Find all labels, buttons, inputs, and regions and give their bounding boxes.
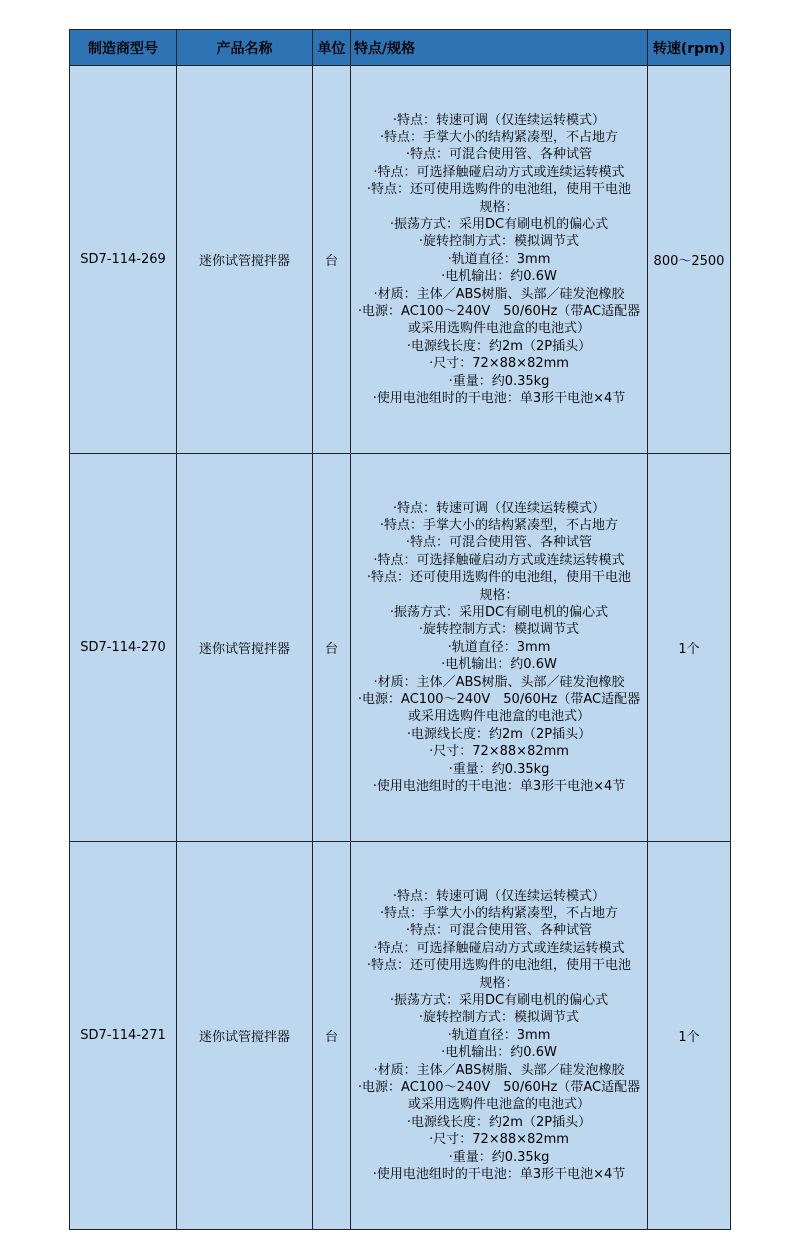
spec-line: ·材质：主体／ABS树脂、头部／硅发泡橡胶 bbox=[373, 1062, 625, 1078]
spec-line: ·尺寸：72×88×82mm bbox=[429, 1132, 569, 1148]
spec-line: 规格： bbox=[479, 587, 519, 603]
cell-unit: 台 bbox=[313, 66, 351, 454]
spec-line: ·特点：手掌大小的结构紧凑型，不占地方 bbox=[379, 129, 619, 145]
cell-spec bbox=[351, 66, 648, 454]
product-spec-table bbox=[69, 29, 731, 1230]
spec-line: ·轨道直径：3mm bbox=[447, 639, 551, 655]
cell-name: 迷你试管搅拌器 bbox=[177, 66, 313, 454]
table-row bbox=[70, 66, 731, 454]
spec-line: ·特点：转速可调（仅连续运转模式） bbox=[392, 500, 606, 516]
cell-model: SD7-114-271 bbox=[70, 842, 177, 1230]
cell-model: SD7-114-270 bbox=[70, 454, 177, 842]
spec-line: ·特点：转速可调（仅连续运转模式） bbox=[392, 112, 606, 128]
spec-line: ·使用电池组时的干电池：单3形干电池×4节 bbox=[372, 779, 626, 795]
spec-line: ·特点：可选择触碰启动方式或连续运转模式 bbox=[373, 552, 625, 568]
spec-line: ·电源线长度：约2m（2P插头） bbox=[406, 338, 592, 354]
table-row bbox=[70, 454, 731, 842]
spec-line: ·使用电池组时的干电池：单3形干电池×4节 bbox=[372, 391, 626, 407]
cell-unit: 台 bbox=[313, 454, 351, 842]
cell-speed: 1个 bbox=[648, 454, 731, 842]
header-spec: 特点/规格 bbox=[351, 30, 648, 66]
spec-line: ·特点：可选择触碰启动方式或连续运转模式 bbox=[373, 940, 625, 956]
spec-line: ·振荡方式：采用DC有刷电机的偏心式 bbox=[389, 216, 609, 232]
spec-line: ·重量：约0.35kg bbox=[448, 761, 550, 777]
header-unit: 单位 bbox=[313, 30, 351, 66]
spec-line: ·材质：主体／ABS树脂、头部／硅发泡橡胶 bbox=[373, 286, 625, 302]
header-model: 制造商型号 bbox=[70, 30, 177, 66]
spec-line: ·电源：AC100～240V 50/60Hz（带AC适配器或采用选购件电池盒的电池式） bbox=[357, 304, 641, 337]
spec-line: ·特点：还可使用选购件的电池组，使用干电池 bbox=[366, 570, 632, 586]
spec-line: ·特点：可混合使用管、各种试管 bbox=[405, 147, 593, 163]
table-row bbox=[70, 842, 731, 1230]
spec-line: ·特点：可混合使用管、各种试管 bbox=[405, 923, 593, 939]
header-speed: 转速(rpm) bbox=[648, 30, 731, 66]
cell-speed: 1个 bbox=[648, 842, 731, 1230]
spec-line: ·尺寸：72×88×82mm bbox=[429, 744, 569, 760]
spec-line: ·特点：还可使用选购件的电池组，使用干电池 bbox=[366, 182, 632, 198]
spec-line: ·尺寸：72×88×82mm bbox=[429, 356, 569, 372]
spec-line: ·材质：主体／ABS树脂、头部／硅发泡橡胶 bbox=[373, 674, 625, 690]
spec-line: ·振荡方式：采用DC有刷电机的偏心式 bbox=[389, 604, 609, 620]
spec-line: ·振荡方式：采用DC有刷电机的偏心式 bbox=[389, 992, 609, 1008]
cell-model: SD7-114-269 bbox=[70, 66, 177, 454]
cell-spec bbox=[351, 842, 648, 1230]
spec-line: ·重量：约0.35kg bbox=[448, 1149, 550, 1165]
spec-line: ·特点：可混合使用管、各种试管 bbox=[405, 535, 593, 551]
header-name: 产品名称 bbox=[177, 30, 313, 66]
spec-line: 规格： bbox=[479, 975, 519, 991]
cell-name: 迷你试管搅拌器 bbox=[177, 454, 313, 842]
spec-line: ·特点：手掌大小的结构紧凑型，不占地方 bbox=[379, 517, 619, 533]
spec-line: ·特点：手掌大小的结构紧凑型，不占地方 bbox=[379, 905, 619, 921]
spec-line: ·特点：转速可调（仅连续运转模式） bbox=[392, 888, 606, 904]
cell-name: 迷你试管搅拌器 bbox=[177, 842, 313, 1230]
cell-unit: 台 bbox=[313, 842, 351, 1230]
spec-line: ·旋转控制方式：模拟调节式 bbox=[418, 622, 580, 638]
spec-line: 规格： bbox=[479, 199, 519, 215]
spec-line: ·电源：AC100～240V 50/60Hz（带AC适配器或采用选购件电池盒的电池式） bbox=[357, 1080, 641, 1113]
spec-line: ·重量：约0.35kg bbox=[448, 373, 550, 389]
spec-line: ·使用电池组时的干电池：单3形干电池×4节 bbox=[372, 1167, 626, 1183]
spec-line: ·电源：AC100～240V 50/60Hz（带AC适配器或采用选购件电池盒的电池式） bbox=[357, 692, 641, 725]
spec-line: ·旋转控制方式：模拟调节式 bbox=[418, 1010, 580, 1026]
spec-line: ·特点：可选择触碰启动方式或连续运转模式 bbox=[373, 164, 625, 180]
spec-line: ·特点：还可使用选购件的电池组，使用干电池 bbox=[366, 958, 632, 974]
spec-line: ·电机输出：约0.6W bbox=[441, 269, 557, 285]
spec-line: ·轨道直径：3mm bbox=[447, 251, 551, 267]
cell-spec bbox=[351, 454, 648, 842]
spec-line: ·旋转控制方式：模拟调节式 bbox=[418, 234, 580, 250]
spec-line: ·电源线长度：约2m（2P插头） bbox=[406, 726, 592, 742]
spec-line: ·轨道直径：3mm bbox=[447, 1027, 551, 1043]
spec-line: ·电源线长度：约2m（2P插头） bbox=[406, 1114, 592, 1130]
spec-line: ·电机输出：约0.6W bbox=[441, 657, 557, 673]
cell-speed: 800～2500 bbox=[648, 66, 731, 454]
header-row bbox=[70, 30, 731, 66]
spec-line: ·电机输出：约0.6W bbox=[441, 1045, 557, 1061]
